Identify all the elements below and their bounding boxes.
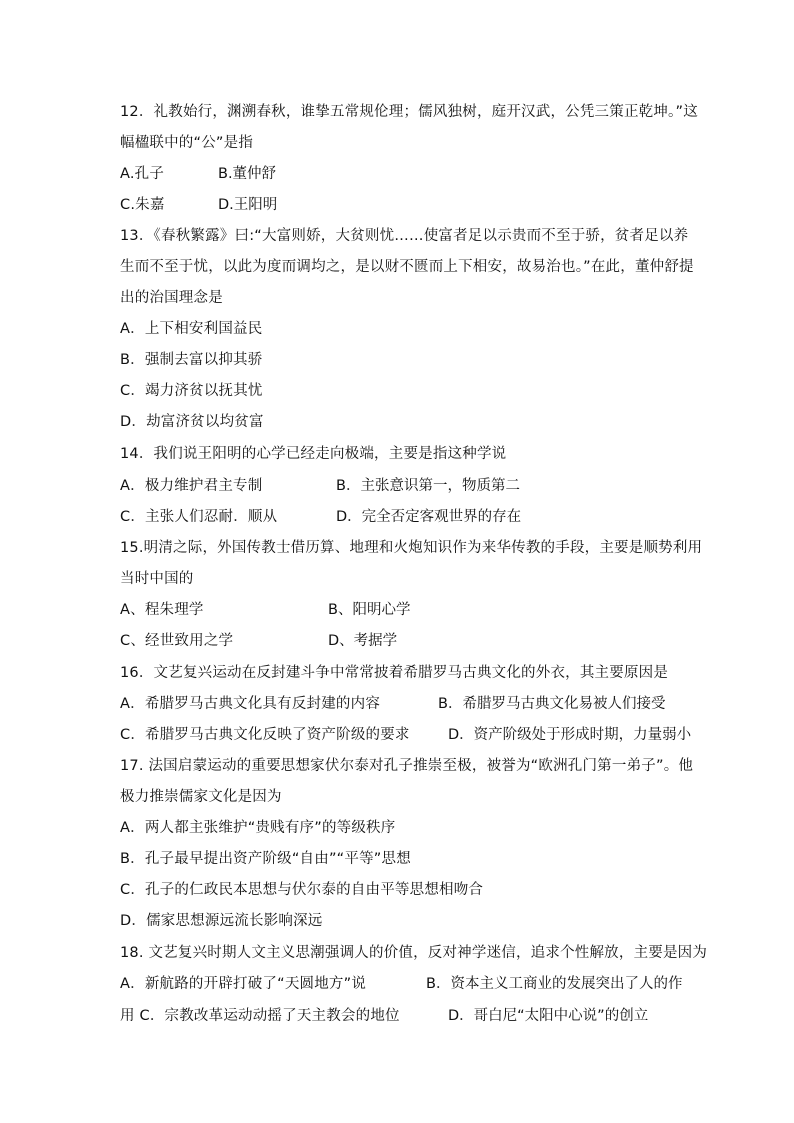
question-15-option-d: D、考据学 [328, 633, 398, 649]
question-17-option-d: D．儒家思想源远流长影响深远 [120, 913, 323, 929]
question-14-option-c: C．主张人们忍耐．顺从 [120, 509, 278, 525]
question-16-stem-line-1: 16．文艺复兴运动在反封建斗争中常常披着希腊罗马古典文化的外衣，其主要原因是 [120, 665, 669, 681]
question-15-option-c: C、经世致用之学 [120, 633, 234, 649]
question-12-stem-line-1: 12．礼教始行，渊溯春秋，谁挚五常规伦理；儒风独树，庭开汉武，公凭三策正乾坤。”这 [120, 104, 698, 120]
question-16-option-b: B．希腊罗马古典文化易被人们接受 [438, 696, 666, 712]
question-18-stem-line-1: 18. 文艺复兴时期人文主义思潮强调人的价值，反对神学迷信，追求个性解放，主要是因为 [120, 945, 708, 961]
question-18-option-b: B．资本主义工商业的发展突出了人的作 [426, 976, 683, 992]
question-17-stem-line-1: 17. 法国启蒙运动的重要思想家伏尔泰对孔子推崇至极，被誉为“欧洲孔门第一弟子”。他 [120, 758, 694, 774]
question-15-option-a: A、程朱理学 [120, 602, 204, 618]
question-18-option-a: A．新航路的开辟打破了“天圆地方”说 [120, 976, 367, 992]
question-17-option-b: B．孔子最早提出资产阶级“自由”“平等”思想 [120, 851, 411, 867]
question-16-option-a: A．希腊罗马古典文化具有反封建的内容 [120, 696, 381, 712]
question-13-stem-line-2: 生而不至于忧，以此为度而调均之，是以财不匮而上下相安，故易治也。”在此，董仲舒提 [120, 259, 694, 275]
question-13-option-c: C．竭力济贫以抚其忧 [120, 383, 263, 399]
question-18-option-d: D．哥白尼“太阳中心说”的创立 [448, 1008, 649, 1024]
question-13-stem-line-3: 出的治国理念是 [120, 290, 223, 306]
question-13-stem-line-1: 13．《春秋繁露》曰:“大富则娇，大贫则忧……使富者足以示贵而不至于骄，贫者足以养 [120, 228, 689, 244]
question-12-stem-line-2: 幅楹联中的“公”是指 [120, 135, 254, 151]
question-14-option-a: A．极力维护君主专制 [120, 478, 263, 494]
question-16-option-c: C．希腊罗马古典文化反映了资产阶级的要求 [120, 727, 410, 743]
question-15-option-b: B、阳明心学 [328, 602, 411, 618]
question-17-option-c: C．孔子的仁政民本思想与伏尔泰的自由平等思想相吻合 [120, 882, 484, 898]
question-18-option-c: 用 C．宗教改革运动动摇了天主教会的地位 [120, 1008, 400, 1024]
question-16-option-d: D．资产阶级处于形成时期，力量弱小 [448, 727, 692, 743]
question-13-option-b: B．强制去富以抑其骄 [120, 352, 263, 368]
question-13-option-a: A．上下相安利国益民 [120, 321, 263, 337]
question-12-option-d: D.王阳明 [218, 197, 278, 213]
question-14-stem-line-1: 14．我们说王阳明的心学已经走向极端，主要是指这种学说 [120, 446, 507, 462]
question-12-option-b: B.董仲舒 [218, 166, 277, 182]
question-15-stem-line-2: 当时中国的 [120, 571, 194, 587]
question-13-option-d: D．劫富济贫以均贫富 [120, 414, 264, 430]
question-14-option-d: D．完全否定客观世界的存在 [336, 509, 522, 525]
question-17-stem-line-2: 极力推崇儒家文化是因为 [120, 789, 282, 805]
question-12-option-c: C.朱嘉 [120, 197, 165, 213]
question-15-stem-line-1: 15.明清之际，外国传教士借历算、地理和火炮知识作为来华传教的手段，主要是顺势利用 [120, 540, 703, 556]
question-17-option-a: A．两人都主张维护“贵贱有序”的等级秩序 [120, 820, 396, 836]
question-14-option-b: B．主张意识第一，物质第二 [336, 478, 520, 494]
question-12-option-a: A.孔子 [120, 166, 165, 182]
